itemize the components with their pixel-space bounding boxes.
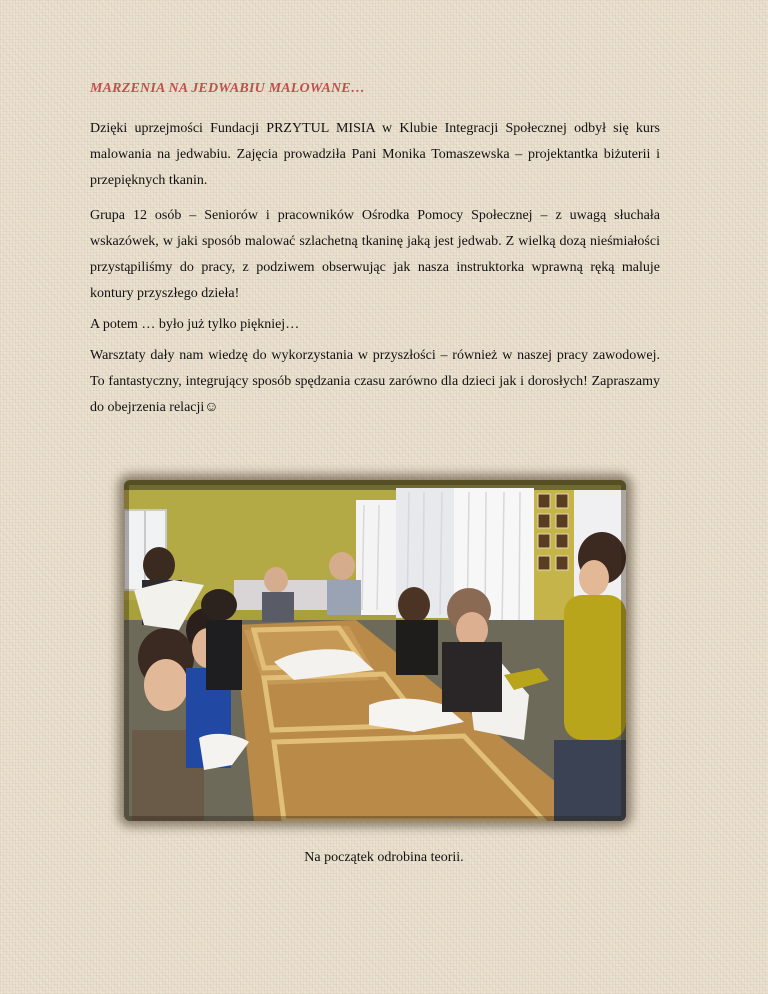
paragraph-group: Grupa 12 osób – Seniorów i pracowników Ośrodka Pomocy Społecznej – z uwagą słuchała wskazówek, w jaki sposób malować szlachetną tkaninę jaką jest jedwab. Z wielką dozą nieśmiałości przystąpiliśmy do pracy, z podziwem obserwując jak nasza instruktorka wprawną ręką maluje kontury przyszłego dzieła! [90,208,660,301]
paragraph-workshops: Warsztaty dały nam wiedzę do wykorzystania w przyszłości – również w naszej pracy zawodowej. To fantastyczny, integrujący sposób spędzania czasu zarówno dla dzieci jak i dorosłych! Zapraszamy do obejrzenia relacji☺ [90,348,660,415]
paragraph-then: A potem … było już tylko piękniej… [90,317,300,332]
workshop-photo [124,480,626,821]
photo-caption: Na początek odrobina teorii. [304,850,464,865]
document-title: MARZENIA NA JEDWABIU MALOWANE… [90,81,366,96]
paragraph-intro: Dzięki uprzejmości Fundacji PRZYTUL MISIA w Klubie Integracji Społecznej odbył się kurs malowania na jedwabiu. Zajęcia prowadziła Pani Monika Tomaszewska – projektantka biżuterii i przepięknych tkanin. [90,121,660,188]
